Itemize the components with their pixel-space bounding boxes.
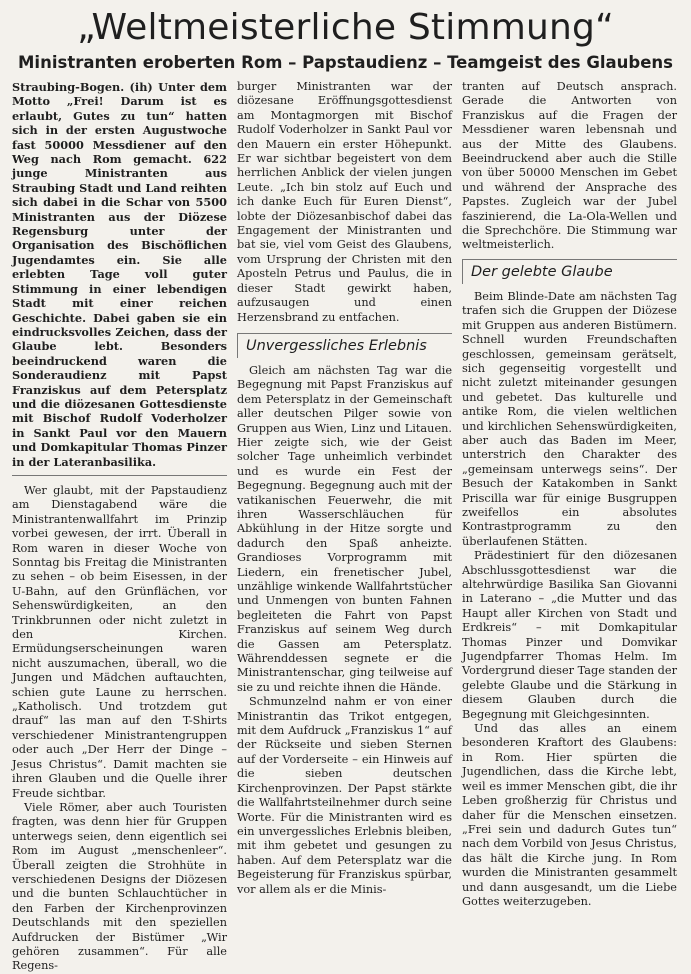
paragraph: Viele Römer, aber auch Touristen fragten, was denn hier für Gruppen unterwegs seien, denn eigentlich sei Rom im August „menschenleer“. Überall zeigten die Strohhüte in verschiedenen Designs der Diözesen und die bunten Schlauchtücher in den Farben der Kirchenprovinzen Deutschlands mit den speziellen Aufdrucken der Bistümer „Wir gehören zusammen“. Für alle Regens- bbox=[12, 800, 227, 973]
paragraph: Und das alles an einem besonderen Kraftort des Glaubens: in Rom. Hier spürten die Jugendlichen, dass die Kirche lebt, weil es immer Menschen gibt, die ihr Leben großherzig für Christus und daher für die Menschen einsetzen. „Frei sein und dadurch Gutes tun“ nach dem Vorbild von Jesus Christus, das hält die Kirche jung. In Rom wurden die Ministranten gesammelt und dann ausgesandt, um die Liebe Gottes weiterzugeben. bbox=[462, 722, 677, 908]
paragraph: burger Ministranten war der diözesane Eröffnungsgottesdienst am Montagmorgen mit Bischof Rudolf Voderholzer in Sankt Paul vor den Mauern ein erster Höhepunkt. Er war sichtbar begeistert von dem herrlichen Anblick der vielen jungen Leute. „Ich bin stolz auf Euch und ich danke Euch für Euren Dienst“, lobte der Diözesanbischof dabei das Engagement der Ministranten und bat sie, viel vom Geist des Glaubens, vom Ursprung der Christen mit den Aposteln Petrus und Paulus, die in dieser Stadt gewirkt haben, aufzusaugen und einen Herzensbrand zu entfachen. bbox=[237, 80, 452, 324]
column-3 bbox=[462, 80, 677, 909]
lead-paragraph: Straubing-Bogen. (ih) Unter dem Motto „Frei! Darum ist es erlaubt, Gutes zu tun“ hatten sich in der ersten Augustwoche fast 50000 Messdiener auf den Weg nach Rom gemacht. 622 junge Ministranten aus Straubing Stadt und Land reihten sich dabei in die Schar von 5500 Ministranten aus der Diözese Regensburg unter der Organisation des Bischöflichen Jugendamtes ein. Sie alle erlebten Tage voll guter Stimmung in einer lebendigen Stadt mit einer reichen Geschichte. Dabei gaben sie ein eindrucksvolles Zeichen, dass der Glaube lebt. Besonders beeindruckend waren die Sonderaudienz mit Papst Franziskus auf dem Petersplatz und die diözesanen Gottesdienste mit Bischof Rudolf Voderholzer in Sankt Paul vor den Mauern und Domkapitular Thomas Pinzer in der Lateranbasilika. bbox=[12, 80, 227, 469]
section-heading: Unvergessliches Erlebnis bbox=[237, 333, 452, 358]
paragraph: Schmunzelnd nahm er von einer Ministrantin das Trikot entgegen, mit dem Aufdruck „Franziskus 1“ auf der Rückseite und sieben Sternen auf der Vorderseite – ein Hinweis auf die sieben deutschen Kirchenprovinzen. Der Papst stärkte die Wallfahrtsteilnehmer durch seine Worte. Für die Ministranten wird es ein unvergessliches Erlebnis bleiben, mit ihm gebetet und gesungen zu haben. Auf dem Petersplatz war die Begeisterung für Franziskus spürbar, vor allem als er die Minis- bbox=[237, 695, 452, 896]
headline: „Weltmeisterliche Stimmung“ bbox=[77, 7, 614, 48]
column-1 bbox=[12, 80, 227, 974]
paragraph: Prädestiniert für den diözesanen Abschlussgottesdienst war die altehrwürdige Basilika San Giovanni in Laterano – „die Mutter und das Haupt aller Kirchen von Stadt und Erdkreis“ – mit Domkapitular Thomas Pinzer und Domvikar Jugendpfarrer Thomas Helm. Im Vordergrund dieser Tage standen der gelebte Glaube und die Stärkung in diesem Glauben durch die Begegnung mit Gleichgesinnten. bbox=[462, 549, 677, 721]
section-heading: Der gelebte Glaube bbox=[462, 259, 677, 284]
subheadline: Ministranten eroberten Rom – Papstaudienz – Teamgeist des Glaubens bbox=[18, 53, 673, 72]
paragraph: Wer glaubt, mit der Papstaudienz am Dienstagabend wäre die Ministrantenwallfahrt im Prinzip vorbei gewesen, der irrt. Überall in Rom waren in dieser Woche von Sonntag bis Freitag die Ministranten zu sehen – ob beim Eisessen, in der U-Bahn, auf den Grünflächen, vor Sehenswürdigkeiten, an den Trinkbrunnen oder nicht zuletzt in den Kirchen. Ermüdungserscheinungen waren nicht auszumachen, überall, wo die Jungen und Mädchen auftauchten, schien gute Laune zu herrschen. „Katholisch. Und trotzdem gut drauf“ las man auf den T-Shirts verschiedener Ministrantengruppen oder auch „Der Herr der Dinge – Jesus Christus“. Damit machten sie ihren Glauben und die Quelle ihrer Freude sichtbar. bbox=[12, 483, 227, 800]
column-2 bbox=[237, 80, 452, 897]
lead-box bbox=[12, 80, 227, 476]
article-columns bbox=[12, 80, 679, 974]
paragraph: tranten auf Deutsch ansprach. Gerade die Antworten von Franziskus auf die Fragen der Messdiener waren lebensnah und aus der Mitte des Glaubens. Beeindruckend aber auch die Stille von über 50000 Menschen im Gebet und während der Ansprache des Papstes. Zugleich war der Jubel faszinierend, die La-Ola-Wellen und die Sprechchöre. Die Stimmung war weltmeisterlich. bbox=[462, 80, 677, 252]
paragraph: Beim Blinde-Date am nächsten Tag trafen sich die Gruppen der Diözese mit Gruppen aus anderen Bistümern. Schnell wurden Freundschaften geschlossen, gemeinsam gerätselt, sich gegenseitig vorgestellt und nicht zuletzt miteinander gesungen und gebetet. Das kulturelle und antike Rom, die vielen weltlichen und kirchlichen Sehenswürdigkeiten, aber auch das Baden im Meer, unterstrich den Charakter des „gemeinsam unterwegs seins“. Der Besuch der Katakomben in Sankt Priscilla war für einige Busgruppen zweifellos ein absolutes Kontrastprogramm zu den überlaufenen Stätten. bbox=[462, 289, 677, 548]
paragraph: Gleich am nächsten Tag war die Begegnung mit Papst Franziskus auf dem Petersplatz in der Gemeinschaft aller deutschen Pilger sowie von Gruppen aus Wien, Linz und Litauen. Hier zeigte sich, wie der Geist solcher Tage unheimlich verbindet und es wurde ein Fest der Begegnung. Begegnung auch mit der vatikanischen Feuerwehr, die mit ihren Wasserschläuchen für Abkühlung in der Hitze sorgte und dadurch den Spaß anheizte. Grandioses Vorprogramm mit Liedern, ein frenetischer Jubel, unzählige winkende Wallfahrtstücher und Unmengen von bunten Fahnen begleiteten die Fahrt von Papst Franziskus auf seinem Weg durch die Gassen am Petersplatz. Währenddessen segnete er die Ministrantenschar, ging teilweise auf sie zu und reichte ihnen die Hände. bbox=[237, 363, 452, 694]
